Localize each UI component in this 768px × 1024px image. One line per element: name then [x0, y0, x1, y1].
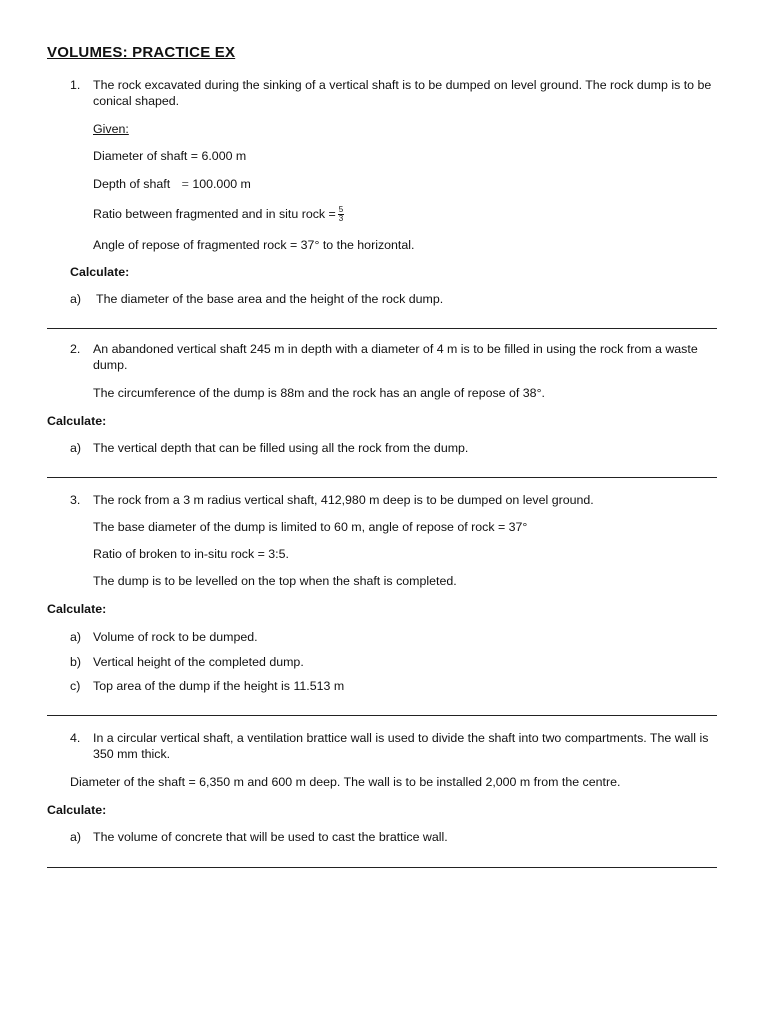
q1-ratio-denominator: 3 — [338, 214, 344, 224]
q3-text: The rock from a 3 m radius vertical shaft, 412,980 m deep is to be dumped on level ground. — [93, 493, 594, 507]
q3-part-c-label: c) — [70, 679, 81, 693]
page-title: VOLUMES: PRACTICE EX — [47, 44, 236, 61]
divider-line — [47, 328, 717, 329]
q1-ratio-fraction — [338, 206, 344, 223]
q2-calculate-heading: Calculate: — [47, 414, 107, 428]
q4-shaft-details: Diameter of the shaft = 6,350 m and 600 m deep. The wall is to be installed 2,000 m from the centre. — [70, 775, 621, 789]
q4-part-a-text: The volume of concrete that will be used to cast the brattice wall. — [93, 830, 448, 844]
q2-part-a-text: The vertical depth that can be filled using all the rock from the dump. — [93, 441, 469, 455]
q3-base-diameter: The base diameter of the dump is limited to 60 m, angle of repose of rock = 37° — [93, 520, 528, 534]
q1-calculate-heading: Calculate: — [70, 265, 130, 279]
q3-levelled: The dump is to be levelled on the top when the shaft is completed. — [93, 574, 457, 588]
q3-part-b-label: b) — [70, 655, 82, 669]
q2-part-a-label: a) — [70, 441, 82, 455]
q1-depth-label: Depth of shaft — [93, 177, 171, 191]
q1-given-label: Given: — [93, 122, 129, 136]
q3-part-c-text: Top area of the dump if the height is 11.513 m — [93, 679, 345, 693]
q1-text: The rock excavated during the sinking of a vertical shaft is to be dumped on level ground. The rock dump is to be conical shaped. — [93, 78, 712, 108]
divider-line — [47, 715, 717, 716]
q4-part-a-label: a) — [70, 830, 82, 844]
q2-number: 2. — [70, 342, 81, 356]
q2-text: An abandoned vertical shaft 245 m in depth with a diameter of 4 m is to be filled in using the rock from a waste dump. — [93, 342, 698, 372]
q1-part-a-text: The diameter of the base area and the height of the rock dump. — [96, 292, 444, 306]
q3-part-a-text: Volume of rock to be dumped. — [93, 630, 258, 644]
q1-ratio-label: Ratio between fragmented and in situ rock = — [93, 207, 336, 221]
q1-given-diameter: Diameter of shaft = 6.000 m — [93, 149, 247, 163]
q1-part-a-label: a) — [70, 292, 82, 306]
q4-number: 4. — [70, 731, 81, 745]
q1-depth-value: 100.000 m — [192, 177, 251, 191]
q1-depth-equals: = — [181, 177, 189, 191]
q1-given-angle: Angle of repose of fragmented rock = 37° to the horizontal. — [93, 238, 415, 252]
q3-calculate-heading: Calculate: — [47, 602, 107, 616]
q2-circumference: The circumference of the dump is 88m and the rock has an angle of repose of 38°. — [93, 386, 545, 400]
q3-number: 3. — [70, 493, 81, 507]
q1-ratio-numerator: 5 — [338, 205, 344, 215]
divider-line — [47, 867, 717, 868]
q3-part-a-label: a) — [70, 630, 82, 644]
q4-calculate-heading: Calculate: — [47, 803, 107, 817]
divider-line — [47, 477, 717, 478]
q1-given-ratio — [93, 206, 344, 223]
q1-given-depth — [93, 176, 251, 192]
q3-ratio: Ratio of broken to in-situ rock = 3:5. — [93, 547, 289, 561]
q3-part-b-text: Vertical height of the completed dump. — [93, 655, 304, 669]
q1-number: 1. — [70, 78, 81, 92]
q4-text: In a circular vertical shaft, a ventilation brattice wall is used to divide the shaft into two compartments. The wall is 350 mm thick. — [93, 731, 709, 761]
